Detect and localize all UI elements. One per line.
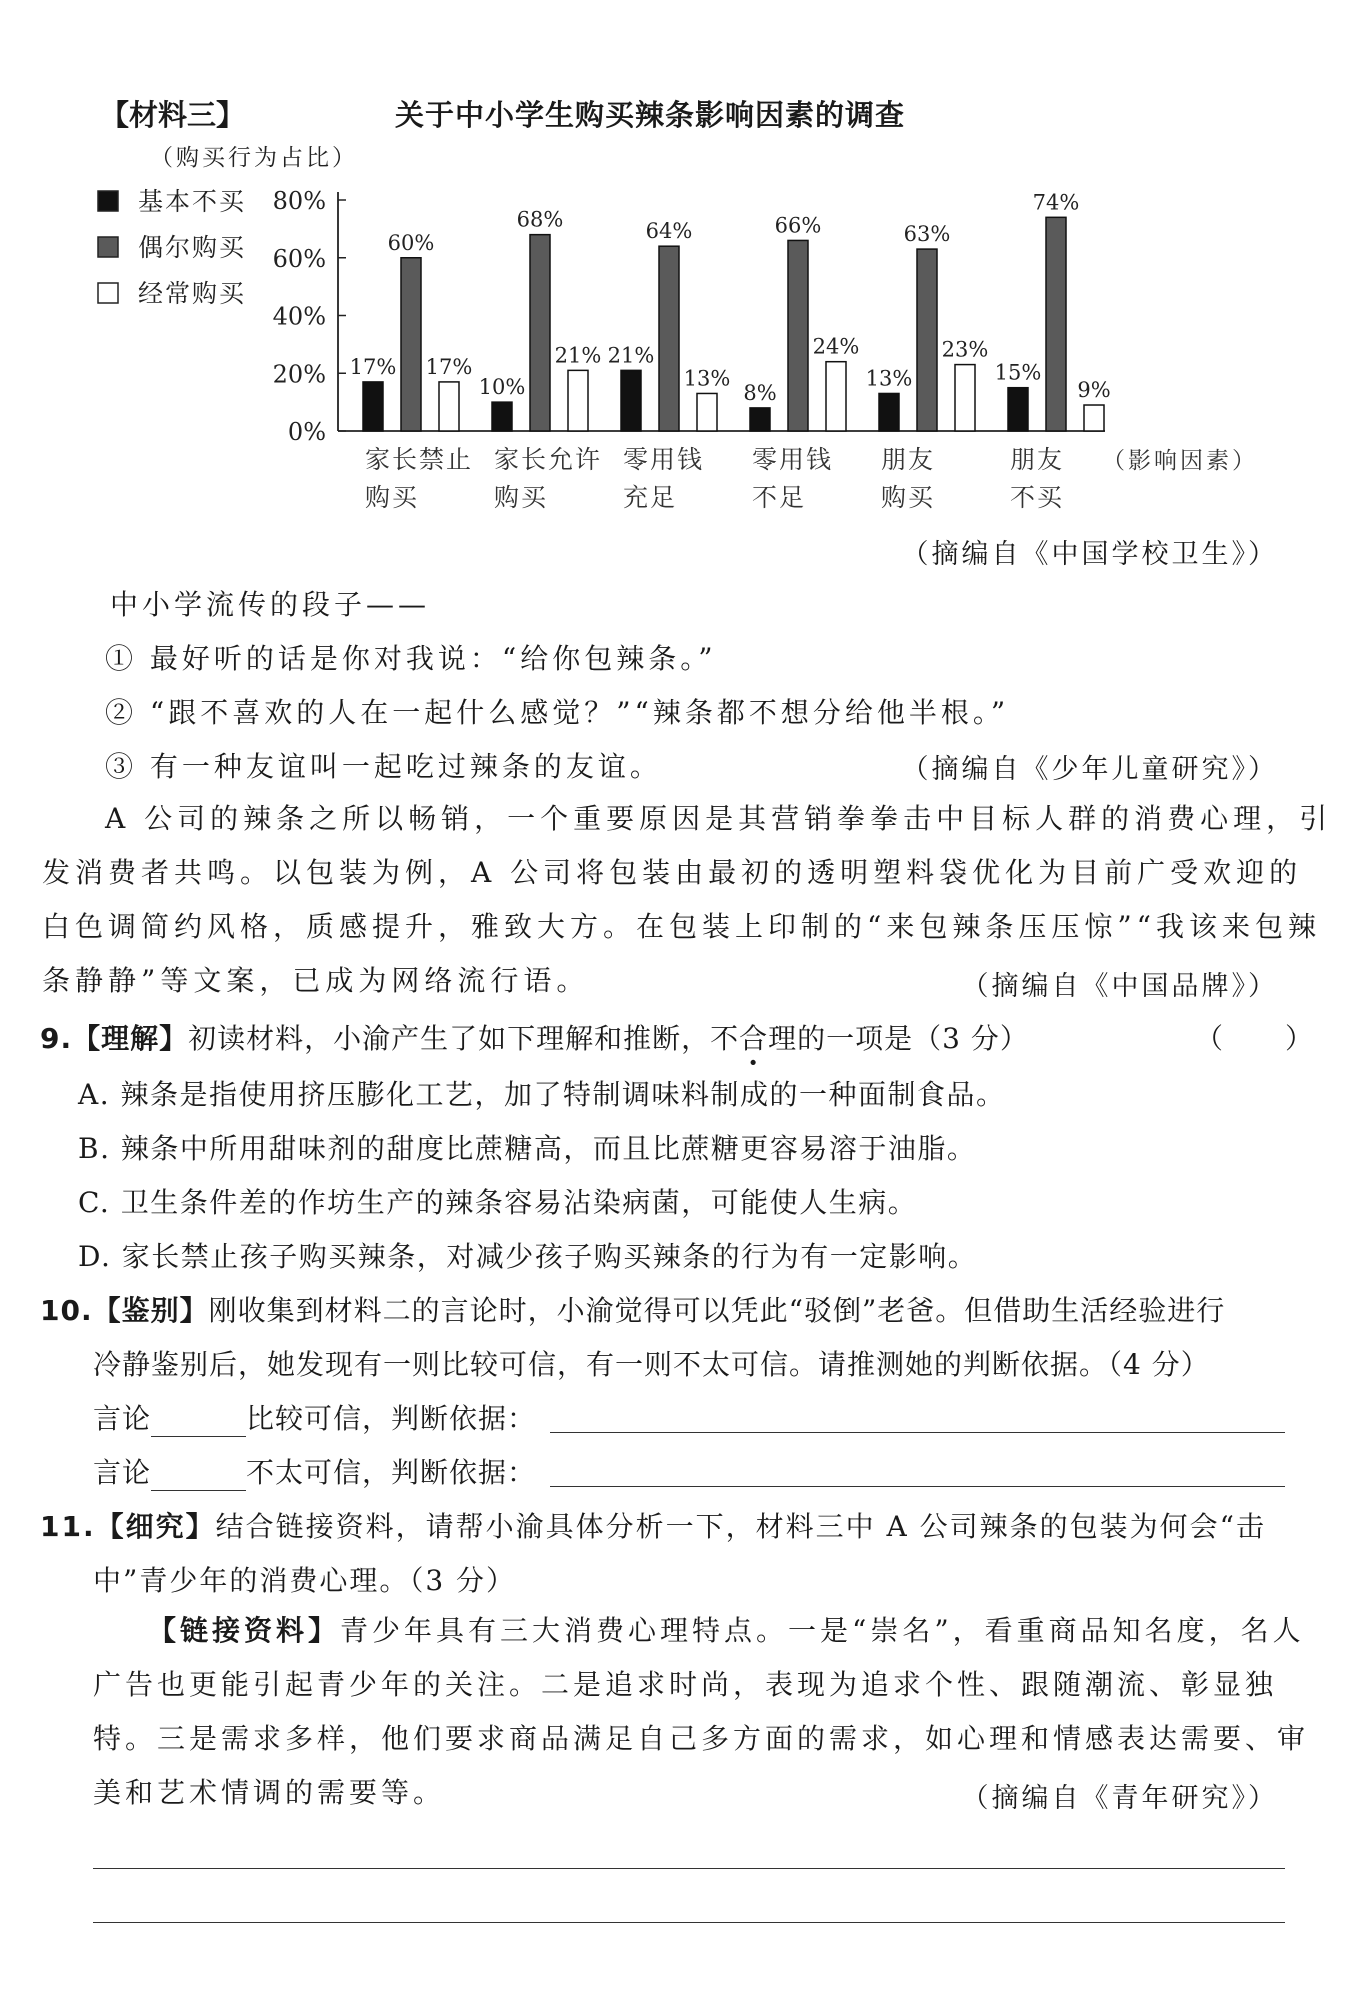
link-material-line: 广告也更能引起青少年的关注。二是追求时尚，表现为追求个性、跟随潮流、彰显独 [93,1668,1278,1701]
answer-parentheses[interactable]: （ ） [1195,1022,1316,1055]
statement-blank[interactable] [151,1406,246,1437]
emphasis-text: 不合理 [710,1022,798,1055]
legend-label: 基本不买 [138,187,247,216]
data-label: 17% [349,354,397,379]
joke-number: ③ [105,750,138,783]
question-10-stem [40,1289,1225,1329]
link-material-line [148,1604,1305,1658]
question-number: 10. [40,1294,93,1327]
company-para-line: A 公司的辣条之所以畅销，一个重要原因是其营销拳拳击中目标人群的消费心理，引 [105,802,1333,835]
joke-number: ① [105,642,138,675]
joke-item [105,745,662,785]
category-label: 家长禁止 [365,445,474,474]
answer-line[interactable] [93,1922,1285,1923]
company-para-line: 条静静”等文案，已成为网络流行语。 [42,964,590,997]
answer-row-2 [93,1451,536,1491]
bar [750,408,770,431]
bar [492,402,512,431]
category-label: 充足 [623,483,678,512]
data-label: 17% [425,354,473,379]
answer-line[interactable] [550,1486,1285,1487]
data-label: 60% [387,230,435,255]
bar [659,246,679,431]
statement-blank[interactable] [151,1460,246,1491]
data-label: 9% [1077,378,1111,403]
data-label: 15% [994,360,1042,385]
data-label: 68% [516,207,564,232]
link-material-line: 美和艺术情调的需要等。 [93,1776,446,1809]
bar [697,393,717,431]
legend-label: 偶尔购买 [138,233,247,262]
question-11-stem [40,1505,1266,1545]
legend-swatch [98,191,118,211]
question-tag: 【理解】 [72,1022,189,1055]
data-label: 24% [812,334,860,359]
source-1: （摘编自《中国学校卫生》） [901,539,1278,570]
answer-line[interactable] [93,1868,1285,1869]
y-tick-label: 80% [272,187,326,215]
bar [1084,405,1104,431]
bar [788,240,808,431]
answer-row-1 [93,1397,536,1437]
data-label: 13% [683,366,731,391]
x-axis-label: （影响因素） [1102,448,1258,474]
data-label: 63% [903,222,951,247]
data-label: 21% [554,343,602,368]
legend-swatch [98,237,118,257]
category-label: 零用钱 [623,445,705,474]
answer-line[interactable] [550,1432,1285,1433]
source-2: （摘编自《少年儿童研究》） [901,754,1278,785]
answer-label: 言论 [93,1402,152,1435]
bar-chart [0,130,1350,520]
option-b[interactable]: B. 辣条中所用甜味剂的甜度比蔗糖高，而且比蔗糖更容易溶于油脂。 [78,1132,977,1165]
link-text: 青少年具有三大消费心理特点。一是“崇名”，看重商品知名度，名人 [340,1614,1305,1647]
y-tick-label: 0% [287,418,326,446]
company-para-line: 白色调简约风格，质感提升，雅致大方。在包装上印制的“来包辣条压压惊”“我该来包辣 [42,910,1321,943]
category-label: 零用钱 [752,445,834,474]
data-label: 74% [1032,190,1080,215]
data-label: 8% [743,380,777,405]
source-4: （摘编自《青年研究》） [961,1783,1278,1814]
joke-text: 最好听的话是你对我说：“给你包辣条。” [149,642,717,675]
category-label: 购买 [494,483,549,512]
bar [401,258,421,431]
data-label: 64% [645,219,693,244]
category-label: 家长允许 [494,445,603,474]
bar [1008,388,1028,431]
question-10-stem-line2: 冷静鉴别后，她发现有一则比较可信，有一则不太可信。请推测她的判断依据。（4 分） [93,1348,1210,1381]
link-tag: 【链接资料】 [148,1614,341,1647]
stem-text: 结合链接资料，请帮小渝具体分析一下，材料三中 A 公司辣条的包装为何会“击 [215,1510,1266,1543]
joke-item [105,691,1009,731]
bar [879,393,899,431]
data-label: 21% [607,343,655,368]
category-label: 购买 [365,483,420,512]
question-number: 9. [40,1022,73,1055]
bar [363,382,383,431]
bar [1046,217,1066,431]
chart-title: 关于中小学生购买辣条影响因素的调查 [395,98,906,132]
category-label: 朋友 [881,445,936,474]
y-tick-label: 20% [272,360,326,389]
option-a[interactable]: A. 辣条是指使用挤压膨化工艺，加了特制调味料制成的一种面制食品。 [78,1078,1006,1111]
data-label: 66% [774,213,822,238]
answer-label: 不太可信，判断依据： [246,1456,537,1489]
legend-swatch [98,283,118,303]
joke-text: “跟不喜欢的人在一起什么感觉？”“辣条都不想分给他半根。” [149,696,1010,729]
stem-text: 的一项是（3 分） [797,1022,1029,1055]
category-label: 购买 [881,483,936,512]
company-para-line: 发消费者共鸣。以包装为例，A 公司将包装由最初的透明塑料袋优化为目前广受欢迎的 [42,856,1303,889]
bar [955,365,975,431]
bar [530,235,550,431]
question-tag: 【细究】 [95,1510,216,1543]
bar [568,370,588,431]
stem-text: 刚收集到材料二的言论时，小渝觉得可以凭此“驳倒”老爸。但借助生活经验进行 [208,1294,1226,1327]
option-c[interactable]: C. 卫生条件差的作坊生产的辣条容易沾染病菌，可能使人生病。 [78,1186,918,1219]
data-label: 13% [865,366,913,391]
material-tag: 【材料三】 [100,98,246,132]
bar [621,370,641,431]
link-material-line: 特。三是需求多样，他们要求商品满足自己多方面的需求，如心理和情感表达需要、审 [93,1722,1310,1755]
answer-label: 比较可信，判断依据： [246,1402,537,1435]
data-label: 23% [941,337,989,362]
y-tick-label: 60% [272,244,326,273]
data-label: 10% [478,375,526,400]
question-9-stem [40,1017,1029,1057]
category-label: 不买 [1010,483,1065,512]
legend-label: 经常购买 [138,279,247,308]
question-11-stem-line2: 中”青少年的消费心理。（3 分） [93,1564,517,1597]
answer-label: 言论 [93,1456,152,1489]
y-tick-label: 40% [272,302,326,331]
joke-item [105,637,717,677]
joke-text: 有一种友谊叫一起吃过辣条的友谊。 [149,750,662,783]
category-label: 不足 [752,483,807,512]
y-axis-label: （购买行为占比） [150,145,358,171]
source-3: （摘编自《中国品牌》） [961,971,1278,1002]
jokes-heading: 中小学流传的段子—— [110,588,431,621]
bar [826,362,846,431]
category-label: 朋友 [1010,445,1065,474]
bar [439,382,459,431]
option-d[interactable]: D. 家长禁止孩子购买辣条，对减少孩子购买辣条的行为有一定影响。 [78,1240,978,1273]
question-tag: 【鉴别】 [92,1294,209,1327]
bar [917,249,937,431]
joke-number: ② [105,696,138,729]
question-number: 11. [40,1510,96,1543]
stem-text: 初读材料，小渝产生了如下理解和推断， [188,1022,711,1055]
